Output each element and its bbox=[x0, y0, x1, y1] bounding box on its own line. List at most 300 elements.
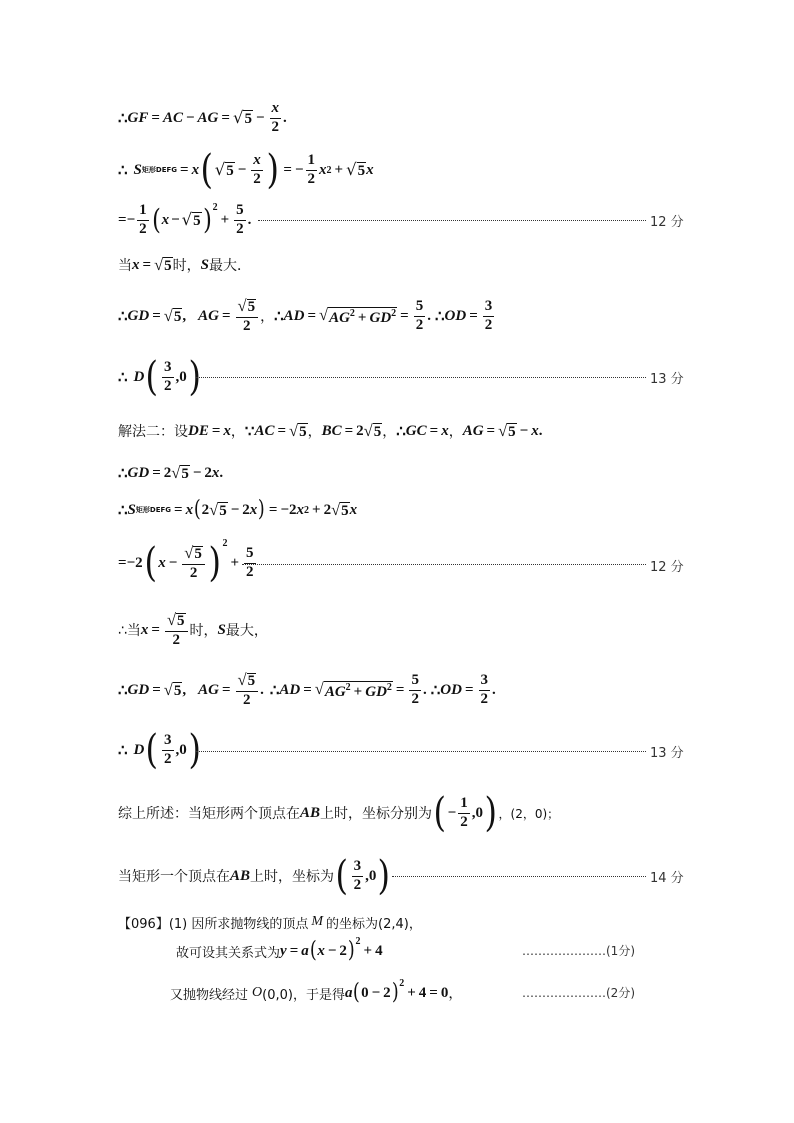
line-gd-ad-od bbox=[118, 294, 496, 338]
minus-sign: − bbox=[371, 984, 381, 1001]
denominator: 2 bbox=[243, 692, 251, 708]
comma: ， bbox=[448, 986, 463, 1002]
denominator: 2 bbox=[139, 220, 147, 237]
radical-sign: √ bbox=[237, 296, 247, 316]
radicand: 5 bbox=[357, 163, 366, 179]
radicand bbox=[324, 681, 393, 701]
therefore-symbol: ∴ bbox=[434, 308, 445, 325]
radical-sign: √ bbox=[209, 500, 219, 519]
radical-sign: √ bbox=[314, 679, 324, 698]
because-symbol: ∵ bbox=[244, 423, 255, 440]
var-s: S bbox=[127, 501, 136, 518]
radical-sign: √ bbox=[232, 108, 244, 127]
denominator: 2 bbox=[484, 316, 493, 333]
paren-right: ) bbox=[391, 980, 399, 1005]
exponent: 2 bbox=[222, 538, 228, 549]
plus-sign: + bbox=[312, 501, 321, 518]
comma: , bbox=[182, 307, 187, 324]
radical-sign: √ bbox=[363, 421, 373, 440]
coefficient: 2 bbox=[201, 501, 210, 518]
paren-left: ( bbox=[335, 853, 349, 899]
var-ag: AG bbox=[329, 310, 350, 326]
radicand: 5 bbox=[247, 673, 256, 690]
frac-sqrt5-2 bbox=[236, 671, 259, 709]
paren-left: ( bbox=[145, 727, 159, 773]
var-bc: BC bbox=[321, 422, 342, 439]
text-coord-is: 上时，坐标为 bbox=[250, 869, 335, 885]
frac-3-2 bbox=[479, 673, 491, 708]
denominator: 2 bbox=[172, 632, 181, 648]
plus-sign: + bbox=[334, 161, 344, 178]
score-label: 14 分 bbox=[650, 871, 684, 886]
var-d: D bbox=[133, 741, 145, 758]
paren-left: ( bbox=[309, 938, 317, 963]
line-passes-origin bbox=[170, 978, 462, 1008]
minus-sign: − bbox=[255, 109, 265, 126]
coefficient: 2 bbox=[289, 501, 297, 518]
radical-sign: √ bbox=[498, 421, 508, 440]
var-gd: GD bbox=[365, 684, 387, 700]
numerator: 3 bbox=[479, 673, 491, 691]
paren-right: ) bbox=[347, 938, 355, 963]
numerator bbox=[236, 297, 259, 318]
eq-sign: = bbox=[486, 422, 496, 439]
score-label: 12 分 bbox=[650, 215, 684, 230]
plus-sign: + bbox=[357, 310, 367, 326]
radical-sign: √ bbox=[171, 463, 181, 482]
numerator: 5 bbox=[244, 546, 256, 564]
therefore-symbol: ∴ bbox=[118, 742, 128, 759]
var-ag: AG bbox=[198, 307, 219, 324]
line-max-method2 bbox=[118, 608, 268, 652]
line-q096 bbox=[118, 911, 422, 933]
score-label: 13 分 bbox=[650, 372, 684, 387]
denominator: 2 bbox=[236, 220, 244, 237]
period: . bbox=[283, 109, 287, 126]
eq-sign: = bbox=[180, 161, 189, 178]
plus-sign: + bbox=[353, 684, 363, 700]
exponent: 2 bbox=[304, 504, 310, 516]
radical-sign: √ bbox=[319, 305, 329, 324]
var-x: x bbox=[211, 464, 220, 481]
radical-sign: √ bbox=[331, 500, 341, 519]
var-ag: AG bbox=[462, 422, 484, 439]
var-x: x bbox=[132, 256, 140, 273]
var-x: x bbox=[161, 211, 170, 228]
frac-5-2 bbox=[234, 203, 246, 238]
minus-sign: − bbox=[519, 422, 529, 439]
radicand: 5 bbox=[164, 258, 172, 274]
sqrt-5 bbox=[238, 297, 257, 316]
paren-right: ) bbox=[377, 853, 391, 899]
radical-sign: √ bbox=[166, 610, 177, 630]
line-gd-ad-od-method2 bbox=[118, 668, 496, 712]
numerator: 5 bbox=[414, 299, 426, 317]
exponent: 2 bbox=[349, 308, 355, 319]
zero: 0 bbox=[179, 741, 187, 758]
minus-sign: − bbox=[185, 109, 195, 126]
denominator: 2 bbox=[253, 170, 261, 187]
sqrt-5 bbox=[184, 544, 203, 563]
therefore-symbol: ∴ bbox=[269, 682, 280, 699]
frac-3-2 bbox=[483, 299, 495, 334]
sqrt-5 bbox=[164, 306, 183, 326]
radicand: 5 bbox=[194, 546, 202, 563]
eq-sign: = bbox=[221, 307, 231, 324]
paren-left: ( bbox=[193, 497, 201, 522]
var-od: OD bbox=[440, 681, 462, 698]
line-method-two bbox=[118, 418, 542, 444]
eq-sign: = bbox=[469, 307, 478, 324]
numerator: 1 bbox=[137, 203, 149, 221]
eq-sign: = bbox=[152, 464, 161, 481]
var-ag: AG bbox=[198, 681, 219, 698]
var-x: x bbox=[249, 501, 258, 518]
comma: ， bbox=[382, 424, 397, 440]
therefore-symbol: ∴ bbox=[396, 423, 406, 440]
radicand: 5 bbox=[244, 111, 252, 127]
minus-sign: − bbox=[237, 161, 247, 178]
paren-right: ) bbox=[208, 540, 221, 586]
minus-sign: − bbox=[280, 501, 290, 518]
paren-left: ( bbox=[144, 540, 157, 586]
text-passes-coord: (0,0)，于是得 bbox=[262, 987, 345, 1003]
frac-3-2 bbox=[352, 859, 364, 894]
numerator: 5 bbox=[409, 673, 421, 691]
minus-sign: − bbox=[126, 211, 136, 228]
text-dang: ∴当 bbox=[118, 623, 141, 639]
eq-sign: = bbox=[303, 681, 312, 698]
var-x: x bbox=[296, 501, 305, 518]
period: . bbox=[260, 681, 264, 698]
minus-sign: − bbox=[327, 942, 337, 959]
score-label: 13 分 bbox=[650, 746, 684, 761]
coefficient: 2 bbox=[323, 501, 332, 518]
comma: , bbox=[471, 804, 476, 821]
paren-left: ( bbox=[200, 147, 214, 193]
numerator: 3 bbox=[162, 733, 174, 751]
denominator: 2 bbox=[271, 118, 280, 135]
text-summary-prefix: 综上所述：当矩形两个顶点在 bbox=[118, 806, 300, 822]
period: . bbox=[492, 681, 496, 698]
radicand: 5 bbox=[247, 299, 256, 316]
radicand: 5 bbox=[193, 213, 201, 229]
period: . bbox=[219, 464, 224, 481]
var-de: DE bbox=[188, 422, 209, 439]
var-ab: AB bbox=[230, 867, 251, 884]
radicand: 5 bbox=[173, 683, 182, 699]
frac-5-2 bbox=[244, 546, 256, 581]
sqrt-5 bbox=[233, 108, 253, 128]
text-summary-tail: ，(2，0)； bbox=[498, 806, 560, 821]
exponent: 2 bbox=[391, 308, 397, 319]
text-passes: 又抛物线经过 bbox=[170, 987, 249, 1003]
line-vertex-method2 bbox=[118, 538, 258, 588]
text-dang: 当 bbox=[118, 258, 132, 274]
numerator: 3 bbox=[162, 360, 174, 378]
var-ad: AD bbox=[279, 681, 301, 698]
radicand: 5 bbox=[173, 309, 182, 325]
coefficient: 2 bbox=[163, 464, 172, 481]
text-shi: 时， bbox=[172, 258, 201, 274]
comma: ， bbox=[307, 424, 322, 440]
minus-sign: − bbox=[230, 501, 240, 518]
exponent: 2 bbox=[399, 978, 405, 989]
radical-sign: √ bbox=[163, 306, 173, 325]
number: 2 bbox=[339, 942, 347, 959]
paren-right: ) bbox=[188, 354, 201, 400]
eq-sign: = bbox=[152, 681, 161, 698]
number: 2 bbox=[383, 984, 391, 1001]
sqrt-5 bbox=[167, 611, 186, 630]
numerator: 5 bbox=[234, 203, 246, 221]
radicand: 5 bbox=[299, 424, 307, 440]
var-a: a bbox=[301, 942, 309, 959]
radical-sign: √ bbox=[154, 255, 164, 274]
var-x: x bbox=[441, 422, 449, 439]
var-x: x bbox=[223, 422, 231, 439]
paren-left: ( bbox=[433, 790, 447, 836]
denominator: 2 bbox=[164, 750, 172, 767]
sqrt-5 bbox=[171, 463, 190, 483]
zero: 0 bbox=[440, 984, 449, 1001]
radical-sign: √ bbox=[163, 680, 173, 699]
frac-1-2 bbox=[137, 203, 149, 238]
line-s-method2 bbox=[118, 496, 357, 524]
radicand: 5 bbox=[341, 503, 349, 519]
eq-sign: = bbox=[151, 109, 160, 126]
frac-x-2 bbox=[251, 153, 263, 188]
plus-sign: + bbox=[230, 554, 240, 571]
numerator bbox=[182, 544, 205, 565]
period: . bbox=[247, 211, 252, 228]
radical-sign: √ bbox=[184, 543, 194, 563]
frac-sqrt5-2 bbox=[236, 297, 259, 335]
zero: 0 bbox=[361, 984, 369, 1001]
var-gf: GF bbox=[127, 109, 149, 126]
var-gc: GC bbox=[405, 422, 427, 439]
text-set-form: 故可设其关系式为 bbox=[176, 945, 281, 961]
therefore-symbol: ∴ bbox=[118, 465, 128, 482]
coefficient: 2 bbox=[135, 554, 143, 571]
number: 4 bbox=[418, 984, 427, 1001]
eq-sign: = bbox=[142, 256, 152, 273]
var-s: S bbox=[217, 621, 226, 638]
number: 4 bbox=[375, 942, 383, 959]
eq-sign: = bbox=[268, 501, 278, 518]
var-x: x bbox=[317, 942, 325, 959]
line-s-def bbox=[118, 148, 374, 192]
leader-dots bbox=[196, 751, 646, 752]
line-gf bbox=[118, 100, 287, 136]
period: . bbox=[538, 422, 543, 439]
paren-left: ( bbox=[145, 354, 159, 400]
denominator: 2 bbox=[480, 690, 488, 707]
var-x: x bbox=[185, 501, 194, 518]
radicand: 5 bbox=[219, 503, 227, 519]
plus-sign: + bbox=[363, 942, 373, 959]
eq-sign: = bbox=[277, 422, 287, 439]
var-x: x bbox=[158, 554, 166, 571]
var-a: a bbox=[344, 984, 353, 1001]
var-o: O bbox=[252, 985, 263, 1000]
therefore-symbol: ∴ bbox=[274, 308, 284, 325]
paren-right: ) bbox=[266, 147, 279, 193]
eq-sign: = bbox=[395, 681, 405, 698]
paren-left: ( bbox=[353, 980, 361, 1005]
line-set-form bbox=[176, 936, 383, 966]
radical-sign: √ bbox=[237, 670, 247, 690]
frac-3-2 bbox=[162, 360, 174, 395]
var-d: D bbox=[133, 368, 145, 385]
sqrt-5 bbox=[346, 160, 366, 180]
coefficient: 2 bbox=[242, 501, 250, 518]
sqrt-5 bbox=[331, 500, 350, 520]
coefficient: 2 bbox=[356, 422, 364, 439]
sqrt-5 bbox=[364, 421, 383, 441]
frac-5-2 bbox=[414, 299, 426, 334]
paren-right: ) bbox=[484, 790, 497, 836]
eq-sign: = bbox=[344, 422, 354, 439]
line-max-when bbox=[118, 252, 251, 278]
numerator: 1 bbox=[458, 796, 470, 814]
eq-sign: = bbox=[221, 681, 231, 698]
radicand: 5 bbox=[226, 163, 234, 179]
leader-dots bbox=[242, 564, 646, 565]
var-y: y bbox=[280, 942, 287, 959]
minus-sign: − bbox=[168, 554, 178, 571]
therefore-symbol: ∴ bbox=[430, 682, 441, 699]
exponent: 2 bbox=[355, 936, 361, 947]
var-x: x bbox=[366, 161, 374, 178]
score-label: 12 分 bbox=[650, 560, 684, 575]
therefore-symbol: ∴ bbox=[118, 369, 128, 386]
frac-x-2 bbox=[270, 101, 282, 136]
eq-sign: = bbox=[429, 984, 438, 1001]
eq-sign: = bbox=[307, 307, 317, 324]
therefore-symbol: ∴ bbox=[118, 162, 128, 179]
numerator: 3 bbox=[483, 299, 495, 317]
sqrt-5 bbox=[209, 500, 228, 520]
eq-sign: = bbox=[429, 422, 439, 439]
comma: ， bbox=[448, 424, 463, 440]
var-m: M bbox=[311, 914, 324, 929]
text-method2: 解法二：设 bbox=[118, 424, 188, 440]
numerator: 1 bbox=[306, 153, 318, 171]
exponent: 2 bbox=[345, 682, 351, 693]
eq-sign: = bbox=[221, 109, 230, 126]
var-gd: GD bbox=[127, 681, 150, 698]
denominator: 2 bbox=[164, 377, 172, 394]
eq-sign: = bbox=[289, 942, 299, 959]
frac-sqrt5-2 bbox=[165, 611, 188, 649]
sqrt-5 bbox=[215, 160, 235, 180]
denominator: 2 bbox=[189, 565, 198, 581]
eq-sign: = bbox=[211, 422, 221, 439]
sqrt-5 bbox=[289, 421, 308, 441]
eq-sign: = bbox=[174, 501, 183, 518]
exponent: 2 bbox=[326, 164, 332, 176]
zero: 0 bbox=[475, 804, 483, 821]
paren-right: ) bbox=[188, 727, 201, 773]
line-summary bbox=[118, 790, 559, 836]
text-summary-mid: 上时，坐标分别为 bbox=[320, 806, 433, 822]
var-ag: AG bbox=[197, 109, 219, 126]
frac-1-2 bbox=[458, 796, 470, 831]
radical-sign: √ bbox=[346, 160, 357, 179]
therefore-symbol: ∴ bbox=[118, 682, 128, 699]
leader-dots bbox=[392, 876, 646, 877]
line-one-vertex bbox=[118, 853, 392, 899]
numerator bbox=[165, 611, 188, 632]
paren-right: ) bbox=[202, 203, 212, 236]
eq-sign: = bbox=[118, 554, 127, 571]
radical-sign: √ bbox=[289, 421, 299, 440]
var-x: x bbox=[531, 422, 539, 439]
zero: 0 bbox=[179, 368, 187, 385]
text-zuida: 最大． bbox=[208, 258, 251, 274]
leader-dots bbox=[196, 377, 646, 378]
denominator: 2 bbox=[307, 170, 315, 187]
denominator: 2 bbox=[243, 318, 251, 334]
text-shi: 时， bbox=[189, 623, 218, 639]
eq-sign: = bbox=[118, 211, 127, 228]
eq-sign: = bbox=[464, 681, 474, 698]
var-x: x bbox=[140, 621, 149, 638]
plus-sign: + bbox=[220, 211, 230, 228]
frac-1-2 bbox=[306, 153, 318, 188]
text-q096: 【096】(1) 因所求抛物线的顶点 bbox=[118, 916, 309, 932]
paren-right: ) bbox=[258, 497, 266, 522]
subscript-rect: 矩形DEFG bbox=[141, 166, 178, 174]
sqrt-5 bbox=[154, 255, 173, 275]
denominator: 2 bbox=[460, 813, 468, 830]
frac-sqrt5-2 bbox=[182, 544, 205, 582]
text-one-vertex: 当矩形一个顶点在 bbox=[118, 869, 230, 885]
radicand: 5 bbox=[508, 424, 516, 440]
var-gd: GD bbox=[369, 310, 392, 326]
text-zuida: 最大， bbox=[225, 623, 268, 639]
var-ag: AG bbox=[324, 684, 346, 700]
sqrt-5 bbox=[164, 680, 183, 700]
therefore-symbol: ∴ bbox=[118, 110, 128, 127]
leader-dots bbox=[258, 220, 646, 221]
therefore-symbol: ∴ bbox=[118, 502, 128, 519]
line-vertex-form bbox=[118, 200, 251, 240]
comma: ， bbox=[230, 424, 245, 440]
var-ad: AD bbox=[283, 307, 305, 324]
subscript-rect: 矩形DEFG bbox=[135, 506, 172, 514]
comma: , bbox=[175, 368, 180, 385]
radicand bbox=[328, 307, 397, 327]
denominator: 2 bbox=[411, 690, 419, 707]
score-label: …………………(1分) bbox=[522, 944, 635, 958]
eq-sign: = bbox=[283, 161, 292, 178]
period: . bbox=[422, 681, 427, 698]
frac-3-2 bbox=[162, 733, 174, 768]
sqrt-5 bbox=[498, 421, 517, 441]
plus-sign: + bbox=[407, 984, 416, 1001]
eq-sign: = bbox=[400, 307, 409, 324]
comma: , bbox=[365, 867, 369, 884]
line-d-point-a bbox=[118, 355, 202, 399]
var-x: x bbox=[191, 161, 200, 178]
score-label: …………………(2分) bbox=[522, 986, 635, 1000]
period: . bbox=[427, 307, 431, 324]
denominator: 2 bbox=[353, 876, 362, 893]
radicand: 5 bbox=[177, 613, 185, 630]
frac-5-2 bbox=[409, 673, 421, 708]
